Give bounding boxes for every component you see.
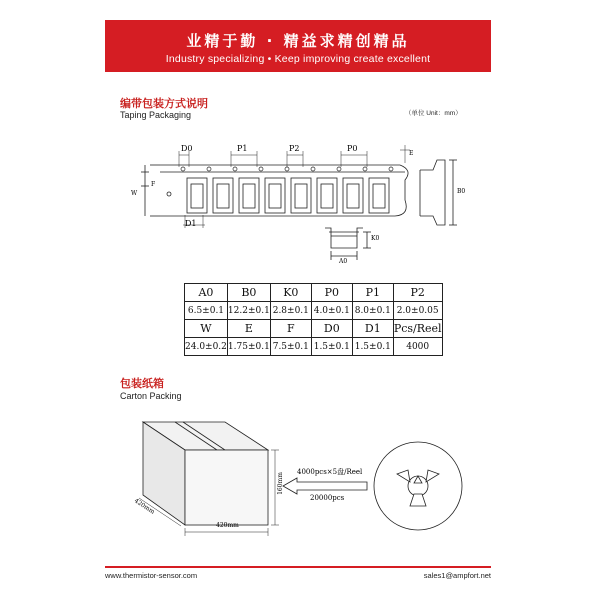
spec-header-p0: P0 [311, 284, 352, 302]
spec-value-k0: 2.8±0.1 [270, 302, 311, 320]
label-p0: P0 [347, 144, 358, 153]
unit-note: （单位 Unit：mm） [405, 110, 462, 117]
spec-header-b0: B0 [227, 284, 270, 302]
datasheet-page [105, 20, 491, 590]
carton-box [139, 422, 279, 536]
spec-header-f: F [270, 320, 311, 338]
spec-header-a0: A0 [185, 284, 228, 302]
label-d0: D0 [181, 144, 193, 153]
spec-header-e: E [227, 320, 270, 338]
footer-website[interactable]: www.thermistor-sensor.com [105, 571, 198, 580]
footer-email[interactable]: sales1@ampfort.net [423, 571, 491, 580]
label-w: W [131, 190, 138, 197]
spec-value-p0: 4.0±0.1 [311, 302, 352, 320]
spec-header-p1: P1 [352, 284, 393, 302]
spec-value-p2: 2.0±0.05 [393, 302, 442, 320]
label-p2: P2 [289, 144, 300, 153]
header-slogan-en: Industry specializing • Keep improving create excellent [165, 53, 431, 65]
label-b0: B0 [457, 188, 466, 195]
spec-value-a0: 6.5±0.1 [185, 302, 228, 320]
label-a0: A0 [339, 258, 348, 265]
spec-header-d1: D1 [352, 320, 393, 338]
spec-header-pcs-reel: Pcs/Reel [393, 320, 442, 338]
spec-value-w: 24.0±0.2 [185, 338, 228, 356]
spec-value-d1: 1.5±0.1 [352, 338, 393, 356]
spec-header-w: W [185, 320, 228, 338]
spec-value-f: 7.5±0.1 [270, 338, 311, 356]
spec-value-pcs-reel: 4000 [393, 338, 442, 356]
spec-header-d0: D0 [311, 320, 352, 338]
dim-height-label: 160mm [276, 472, 284, 495]
label-p1: P1 [237, 144, 248, 153]
spec-value-d0: 1.5±0.1 [311, 338, 352, 356]
spec-value-p1: 8.0±0.1 [352, 302, 393, 320]
taping-title-en: Taping Packaging [120, 110, 192, 120]
spec-header-k0: K0 [270, 284, 311, 302]
label-f: F [151, 181, 156, 188]
spec-value-b0: 12.2±0.1 [227, 302, 270, 320]
reel-quantity-label: 4000pcs×5盘/Reel [297, 468, 363, 476]
header-slogan-cn: 业精于勤 · 精益求精创精品 [186, 32, 410, 50]
taping-title-cn: 编带包装方式说明 [120, 97, 208, 110]
dim-depth-label: 420mm [132, 497, 156, 516]
total-quantity-label: 20000pcs [310, 494, 345, 502]
spec-header-p2: P2 [393, 284, 442, 302]
label-k0: K0 [371, 235, 380, 242]
footer-divider [105, 566, 491, 568]
arrow-icon [283, 478, 367, 494]
reel-icon [374, 442, 462, 530]
carton-title-en: Carton Packing [120, 391, 182, 401]
label-d1: D1 [185, 219, 197, 228]
spec-value-e: 1.75±0.1 [227, 338, 270, 356]
carton-title-cn: 包装纸箱 [120, 377, 164, 390]
dim-width-label: 420mm [216, 522, 239, 529]
carton-diagram [105, 20, 491, 590]
label-e: E [409, 150, 414, 157]
